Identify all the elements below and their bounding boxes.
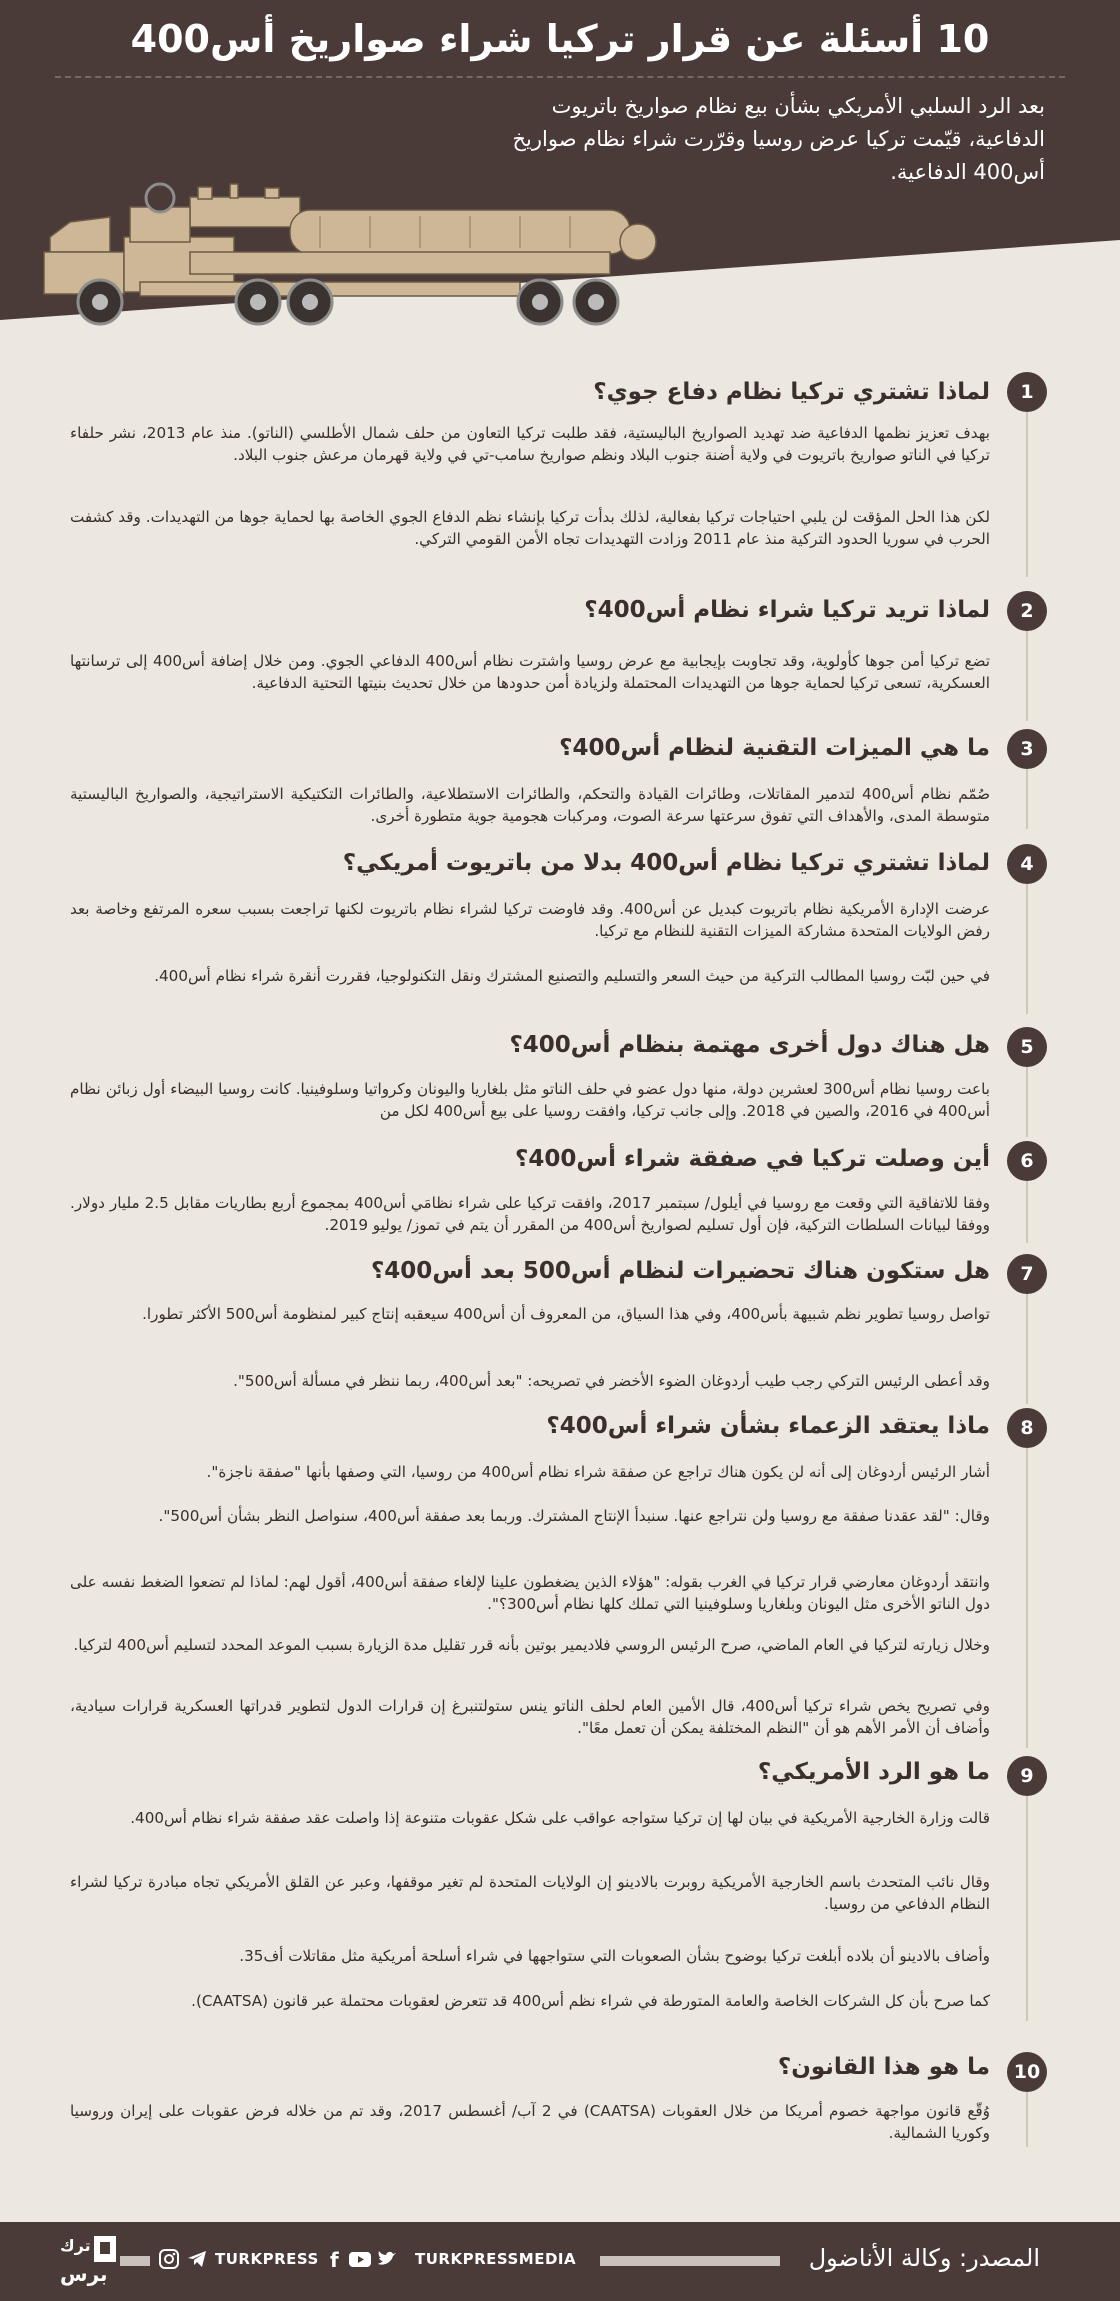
section-question: ما هو هذا القانون؟ — [777, 2054, 990, 2080]
logo-text-bottom: برس — [60, 2262, 108, 2286]
section-number: 10 — [1007, 2052, 1047, 2092]
footer-bar — [0, 2222, 1120, 2301]
section-paragraph: صُمّم نظام أس400 لتدمير المقاتلات، وطائرات القيادة والتحكم، والطائرات الاستطلاعية، والطائرات التكتيكية الاستراتيجية، والصواريخ الباليستية متوسطة المدى، والأهداف التي تفوق سرعتها سرعة الصوت، ومركبات هجومية جوية متطورة أخرى. — [70, 785, 991, 825]
section-number: 4 — [1007, 844, 1047, 884]
section-line — [1026, 2092, 1028, 2147]
section-paragraph: بهدف تعزيز نظمها الدفاعية ضد تهديد الصواريخ الباليستية، فقد طلبت تركيا التعاون من حلف شمال الأطلسي (الناتو). منذ عام 2013، نشر حلفاء تركيا في الناتو صواريخ باتريوت في ولاية أضنة جنوب البلاد ونظم صواريخ سامب-تي في ولاية قهرمان مرعش جنوب البلاد. — [70, 424, 990, 464]
section-question: ماذا يعتقد الزعماء بشأن شراء أس400؟ — [546, 1413, 990, 1439]
section-line — [1026, 631, 1028, 721]
section-paragraph: وانتقد أردوغان معارضي قرار تركيا في الغرب بقوله: "هؤلاء الذين يضغطون علينا لإلغاء صفقة أس400، أقول لهم: لماذا لم تضعوا الضغط نفسه على دول الناتو الأخرى مثل اليونان وبلغاريا وسلوفينيا التي تملك كلها نظام أس300؟". — [70, 1573, 990, 1613]
section-number: 9 — [1007, 1756, 1047, 1796]
section-paragraph: لكن هذا الحل المؤقت لن يلبي احتياجات تركيا بفعالية، لذلك بدأت تركيا بإنشاء نظم الدفاع الجوي الخاصة بها لحماية جوها من التهديدات. وقد كشفت الحرب في سوريا الحدود التركية منذ عام 2011 وزادت التهديدات تجاه الأمن القومي التركي. — [70, 508, 990, 548]
section-question: هل هناك دول أخرى مهتمة بنظام أس400؟ — [509, 1032, 990, 1058]
section-line — [1026, 1181, 1028, 1243]
section-paragraph: تواصل روسيا تطوير نظم شبيهة بأس400، وفي هذا السياق، من المعروف أن أس400 سيعقبه إنتاج كبير لمنظومة أس500 الأكثر تطورا. — [142, 1305, 990, 1323]
section-question: لماذا تشتري تركيا نظام دفاع جوي؟ — [593, 379, 990, 405]
section-number: 3 — [1007, 729, 1047, 769]
section-paragraph: وفي تصريح يخص شراء تركيا أس400، قال الأمين العام لحلف الناتو ينس ستولتنبرغ إن قرارات الدول لتطوير قدراتها العسكرية قرارات سيادية، وأضاف أن الأمر الأهم هو أن "النظم المختلفة يمكن أن تعمل معًا". — [70, 1697, 990, 1737]
section-paragraph: في حين لبّت روسيا المطالب التركية من حيث السعر والتسليم والتصنيع المشترك ونقل التكنولوجيا، فقررت أنقرة شراء نظام أس400. — [154, 967, 990, 985]
source-credit: المصدر: وكالة الأناضول — [808, 2244, 1040, 2272]
section-number: 6 — [1007, 1141, 1047, 1181]
section-line — [1026, 884, 1028, 1014]
section-paragraph: أشار الرئيس أردوغان إلى أنه لن يكون هناك تراجع عن صفقة شراء نظام أس400 من روسيا، التي وصفها بأنها "صفقة ناجزة". — [206, 1463, 990, 1481]
section-paragraph: وُقّع قانون مواجهة خصوم أمريكا من خلال العقوبات (CAATSA) في 2 آب/ أغسطس 2017، وقد تم من خلاله فرض عقوبات على إيران وروسيا وكوريا الشمالية. — [70, 2102, 990, 2142]
section-number: 8 — [1007, 1408, 1047, 1448]
section-paragraph: وأضاف بالادينو أن بلاده أبلغت تركيا بوضوح بشأن الصعوبات التي ستواجهها في شراء أسلحة أمريكية مثل مقاتلات أف35. — [239, 1947, 990, 1965]
section-question: ما هي الميزات التقنية لنظام أس400؟ — [559, 735, 990, 761]
section-line — [1026, 1294, 1028, 1404]
section-number: 7 — [1007, 1254, 1047, 1294]
section-paragraph: وفقا للاتفاقية التي وقعت مع روسيا في أيلول/ سبتمبر 2017، وافقت تركيا على شراء نظامَي أس400 بمجموع أربع بطاريات مقابل 2.5 مليار دولار. ووفقا لبيانات السلطات التركية، فإن أول تسليم لصواريخ أس400 من المقرر أن يتم في تموز/ يوليو 2019. — [70, 1194, 990, 1234]
s400-truck-illustration — [40, 182, 670, 342]
section-line — [1026, 1067, 1028, 1137]
section-question: هل ستكون هناك تحضيرات لنظام أس500 بعد أس400؟ — [370, 1258, 990, 1284]
section-paragraph: وقال: "لقد عقدنا صفقة مع روسيا ولن نتراجع عنها. سنبدأ الإنتاج المشترك. وربما بعد صفقة أس400، سنواصل النظر بشأن أس500". — [158, 1507, 990, 1525]
section-paragraph: كما صرح بأن كل الشركات الخاصة والعامة المتورطة في شراء نظم أس400 قد تتعرض لعقوبات محتملة عبر قانون (CAATSA). — [191, 1992, 990, 2010]
logo-text-top: ترك — [60, 2236, 91, 2255]
section-paragraph: وقال نائب المتحدث باسم الخارجية الأمريكية روبرت بالادينو إن الولايات المتحدة لم تغير موقفها، وعبر عن القلق الأمريكي تجاه مبادرة تركيا لشراء النظام الدفاعي من روسيا. — [70, 1873, 990, 1913]
section-paragraph: وقد أعطى الرئيس التركي رجب طيب أردوغان الضوء الأخضر في تصريحه: "بعد أس400، ربما ننظر في مسألة أس500". — [233, 1372, 990, 1390]
page-title: 10 أسئلة عن قرار تركيا شراء صواريخ أس400 — [130, 17, 990, 61]
section-question: ما هو الرد الأمريكي؟ — [757, 1759, 990, 1785]
section-number: 2 — [1007, 591, 1047, 631]
instagram-icon[interactable] — [158, 2248, 180, 2270]
section-paragraph: قالت وزارة الخارجية الأمريكية في بيان لها إن تركيا ستواجه عواقب على شكل عقوبات متنوعة إذا واصلت عقد صفقة شراء نظام أس400. — [130, 1809, 990, 1827]
intro-text: بعد الرد السلبي الأمريكي بشأن بيع نظام صواريخ باتريوت الدفاعية، قيّمت تركيا عرض روسيا وقرّرت شراء نظام صواريخ أس400 الدفاعية. — [512, 94, 1045, 184]
turkpress-handle[interactable]: TURKPRESS — [215, 2250, 319, 2268]
section-paragraph: وخلال زيارته لتركيا في العام الماضي، صرح الرئيس الروسي فلاديمير بوتين بأنه قرر تقليل مدة الزيارة بسبب الموعد المحدد لتسليم أس400 لتركيا. — [73, 1636, 990, 1654]
section-question: أين وصلت تركيا في صفقة شراء أس400؟ — [514, 1146, 990, 1172]
section-question: لماذا تشتري تركيا نظام أس400 بدلا من باتريوت أمريكي؟ — [342, 850, 990, 876]
facebook-icon[interactable]: f — [330, 2248, 339, 2272]
section-number: 5 — [1007, 1027, 1047, 1067]
twitter-icon[interactable] — [376, 2248, 398, 2270]
section-line — [1026, 412, 1028, 577]
section-line — [1026, 769, 1028, 829]
section-line — [1026, 1448, 1028, 1748]
section-question: لماذا تريد تركيا شراء نظام أس400؟ — [584, 597, 990, 623]
turkpress-logo — [58, 2230, 130, 2292]
section-paragraph: باعت روسيا نظام أس300 لعشرين دولة، منها دول عضو في حلف الناتو مثل بلغاريا واليونان وكرواتيا وسلوفينيا. كانت روسيا البيضاء أول زبائن نظام أس400 في 2016، والصين في 2018. وإلى جانب تركيا، وافقت روسيا على بيع أس400 لكل من — [70, 1080, 990, 1120]
telegram-icon[interactable] — [186, 2248, 208, 2270]
footer-decor-bar — [600, 2256, 780, 2266]
youtube-icon[interactable] — [348, 2248, 372, 2270]
section-paragraph: عرضت الإدارة الأمريكية نظام باتريوت كبديل عن أس400. وقد فاوضت تركيا لشراء نظام باتريوت لكنها تراجعت بسبب سعره المرتفع وخاصة بعد رفض الولايات المتحدة مشاركة الميزات التقنية للنظام مع تركيا. — [70, 900, 991, 940]
section-paragraph: تضع تركيا أمن جوها كأولوية، وقد تجاوبت بإيجابية مع عرض روسيا واشترت نظام أس400 الدفاعي الجوي. ومن خلال إضافة أس400 إلى ترسانتها العسكرية، تسعى تركيا لحماية جوها من التهديدات المحتملة ولزيادة أمن حدودها من خلال تحديث بنيتها التحتية الدفاعية. — [70, 652, 990, 692]
section-number: 1 — [1007, 372, 1047, 412]
section-line — [1026, 1796, 1028, 2021]
turkpressmedia-handle[interactable]: TURKPRESSMEDIA — [415, 2250, 577, 2268]
title-divider — [55, 76, 1065, 78]
